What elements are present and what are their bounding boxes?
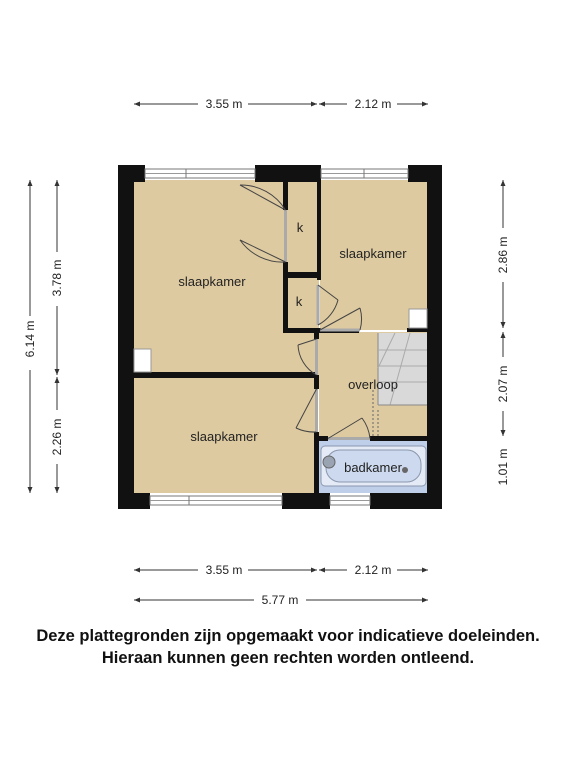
room-label-bedroom-right: slaapkamer (339, 246, 407, 261)
dim-left-upper: 3.78 m (50, 259, 64, 297)
room-label-closet-upper: k (296, 220, 304, 235)
radiator-right (409, 309, 427, 328)
disclaimer-line-2: Hieraan kunnen geen rechten worden ontleend. (101, 649, 475, 667)
disclaimer-line-1: Deze plattegronden zijn opgemaakt voor indicatieve doeleinden. (36, 627, 540, 645)
dim-top-right: 2.12 m (354, 97, 392, 111)
dim-bottom-right: 2.12 m (354, 563, 392, 577)
dim-right-upper: 2.86 m (496, 236, 510, 274)
room-label-bathroom: badkamer (344, 460, 402, 475)
dim-left-lower: 2.26 m (50, 418, 64, 456)
room-label-closet-lower: k (295, 294, 303, 309)
room-label-bedroom-main: slaapkamer (178, 274, 246, 289)
room-label-landing: overloop (348, 377, 398, 392)
room-floor-closet-lower (288, 278, 318, 328)
dim-bottom-left: 3.55 m (205, 563, 243, 577)
disclaimer (0, 625, 576, 669)
dim-right-middle: 2.07 m (496, 365, 510, 403)
radiator-main (134, 349, 151, 372)
room-label-bedroom-bottom: slaapkamer (190, 429, 258, 444)
dim-left-total: 6.14 m (23, 320, 37, 358)
dim-right-lower: 1.01 m (496, 448, 510, 486)
dim-top-left: 3.55 m (205, 97, 243, 111)
dim-bottom-total: 5.77 m (261, 593, 299, 607)
